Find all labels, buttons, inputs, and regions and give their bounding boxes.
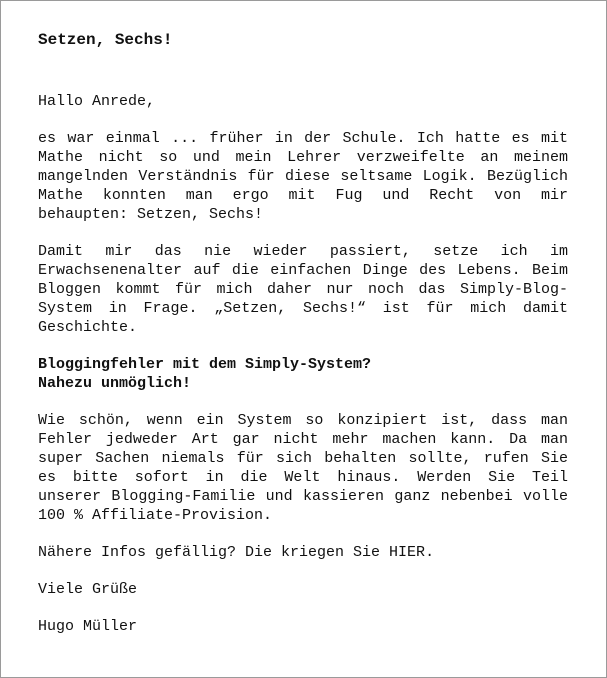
paragraph-affiliate: Wie schön, wenn ein System so konzipiert ist, dass man Fehler jedweder Art gar nicht mehr machen kann. Da man super Sachen niemals für sich behalten sollte, rufen Sie es bitte sofort in die Welt hinaus. Werden Sie Teil unserer Blogging-Familie und kassieren ganz nebenbei volle 100 % Affiliate-Provision. <box>38 412 568 524</box>
section-heading <box>38 355 568 393</box>
section-heading-line-1: Bloggingfehler mit dem Simply-System? <box>38 356 372 373</box>
letter-content <box>38 30 568 636</box>
letter-title: Setzen, Sechs! <box>38 31 173 49</box>
closing-line: Viele Grüße <box>38 581 138 598</box>
section-heading-line-2: Nahezu unmöglich! <box>38 375 192 392</box>
paragraph-simply-blog: Damit mir das nie wieder passiert, setze ich im Erwachsenenalter auf die einfachen Dinge des Lebens. Beim Bloggen kommt für mich daher nur noch das Simply-Blog-System in Frage. „Setzen, Sechs!“ ist für mich damit Geschichte. <box>38 243 568 336</box>
greeting: Hallo Anrede, <box>38 93 156 110</box>
paragraph-childhood: es war einmal ... früher in der Schule. Ich hatte es mit Mathe nicht so und mein Lehrer verzweifelte an meinem mangelnden Verständnis für diese seltsame Logik. Bezüglich Mathe konnten man ergo mit Fug und Recht von mir behaupten: Setzen, Sechs! <box>38 130 568 223</box>
info-line: Nähere Infos gefällig? Die kriegen Sie HIER. <box>38 544 435 561</box>
signature-name: Hugo Müller <box>38 618 138 635</box>
